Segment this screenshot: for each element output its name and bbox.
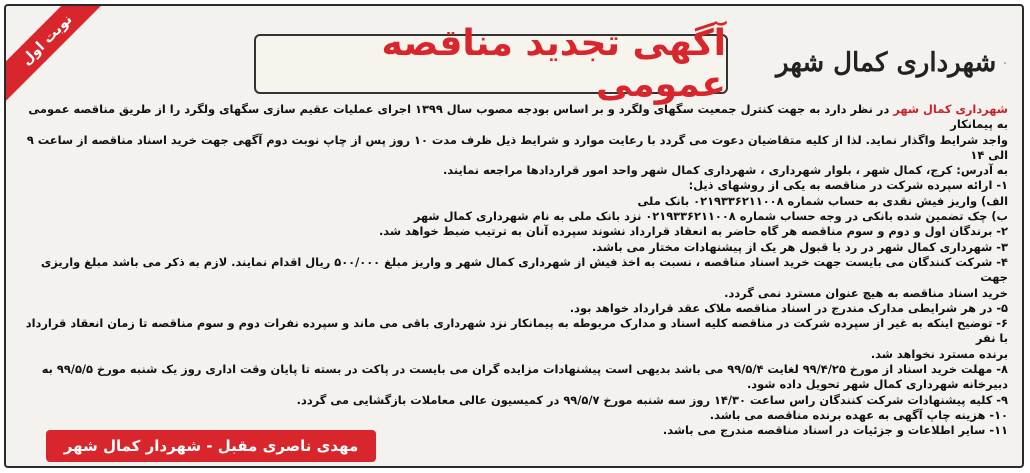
list-item: ۹- کلیه پیشنهادات شرکت کنندگان راس ساعت ۱۴/۳۰ روز سه شنبه مورخ ۹۹/۵/۷ در کمیسیون عالی معاملات بازگشایی می گردد.: [296, 392, 1008, 407]
list-item: ۵- در هر شرایطی مدارک مندرج در اسناد مناقصه ملاک عقد قرارداد خواهد بود.: [569, 300, 1008, 315]
list-item: خرید اسناد مناقصه به هیچ عنوان مسترد نمی گردد.: [724, 285, 1008, 300]
list-item: ۱- ارائه سپرده شرکت در مناقصه به یکی از روشهای ذیل:: [688, 178, 1008, 193]
list-item: ب) چک تضمین شده بانکی در وجه حساب شماره ۰۲۱۹۳۳۶۲۱۱۰۰۸ نزد بانک ملی به نام شهرداری کمال شهر: [413, 209, 1008, 224]
list-item: ۸- مهلت خرید اسناد از مورخ ۹۹/۴/۲۵ لغایت ۹۹/۵/۴ می باشد بدیهی است پیشنهادات مزایده گران می بایست در پاکت در بسته تا پایان وقت اداری روز یک شنبه مورخ ۹۹/۵/۵ به: [41, 362, 1008, 377]
logo-text: شهرداری کمال شهر: [776, 48, 997, 78]
list-item: ۱۱- سایر اطلاعات و جزئیات در اسناد مناقصه مندرج می باشد.: [662, 423, 1008, 438]
intro-text-1: در نظر دارد به جهت کنترل جمعیت سگهای ولگرد و بر اساس بودجه مصوب سال ۱۳۹۹ اجرای عملیات عقیم سازی سگهای ولگرد را از طریق مناقصه عمومی به پیمانکار: [28, 102, 1008, 132]
announcement-body: [18, 102, 1008, 439]
list-item: ۶- توضیح اینکه به غیر از سپرده شرکت در مناقصه کلیه اسناد و مدارک مربوطه به پیمانکار نزد شهرداری باقی می ماند و سپرده نفرات دوم و سوم مناقصه تا زمان انعقاد قرارداد با نفر: [25, 316, 1008, 346]
edition-ribbon: نوبت اول: [4, 4, 110, 103]
list-item: ۴- شرکت کنندگان می بایست جهت خرید اسناد مناقصه ، نسبت به اخذ فیش از شهرداری کمال شهر و واریز مبلغ ۵۰۰/۰۰۰ ریال اقدام نمایند. لازم به ذکر می باشد مبلغ واریزی جهت: [40, 254, 1008, 285]
municipality-emblem-icon: [1004, 40, 1006, 86]
page-title: آگهی تجدید مناقصه عمومی: [381, 23, 726, 105]
intro-line-3: به آدرس: کرج، کمال شهر ، بلوار شهرداری ، شهرداری کمال شهر واحد امور قراردادها مراجعه نمایند.: [442, 163, 1008, 178]
signature-banner: مهدی ناصری مقبل - شهردار کمال شهر: [46, 430, 376, 462]
list-item: ۱۰- هزینه چاپ آگهی به عهده برنده مناقصه می باشد.: [709, 407, 1008, 422]
advertisement-frame: [4, 4, 1024, 468]
list-item: ۳- شهرداری کمال شهر در رد یا قبول هر یک از پیشنهادات مختار می باشد.: [591, 239, 1008, 254]
intro-line-2: واجد شرایط واگذار نماید. لذا از کلیه متقاضیان دعوت می گردد با رعایت موارد و شرایط ذیل ظرف مدت ۱۰ روز پس از چاپ نوبت دوم آگهی جهت خرید اسناد مناقصه از ساعت ۹ الی ۱۴: [26, 132, 1008, 162]
list-item: الف) واریز فیش نقدی به حساب شماره ۰۲۱۹۳۳۶۲۱۱۰۰۸ بانک ملی: [637, 193, 1008, 208]
list-item: برنده مسترد نخواهد شد.: [870, 346, 1008, 361]
title-box: [254, 23, 728, 105]
intro-line-1: [18, 102, 1008, 133]
list-item: ۲- برندگان اول و دوم و سوم مناقصه هر گاه حاضر به انعقاد قرارداد نشوند سپرده آنان به ترتیب ضبط خواهد شد.: [378, 224, 1008, 239]
brand-name: شهرداری کمال شهر: [893, 102, 1008, 116]
list-item: دبیرخانه شهرداری کمال شهر تحویل داده شود.: [746, 377, 1008, 392]
municipality-logo: [776, 36, 1006, 90]
